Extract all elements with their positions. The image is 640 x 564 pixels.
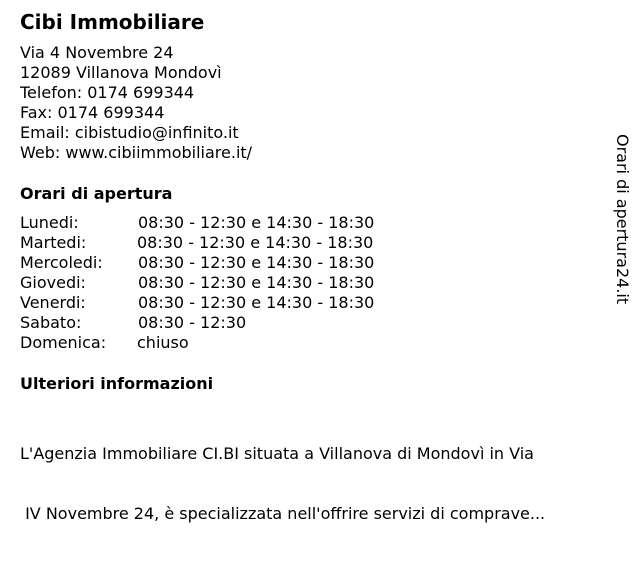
phone-text: Telefon: 0174 699344 (20, 83, 195, 102)
email-text: Email: cibistudio@infinito.it (20, 123, 239, 142)
more-info-heading: Ulteriori informazioni (20, 374, 214, 393)
day-label: Domenica: (20, 333, 107, 352)
site-brand-vertical (608, 134, 638, 314)
business-info-card (20, 0, 610, 523)
day-label: Giovedi: (20, 273, 86, 292)
opening-hours-heading: Orari di apertura (20, 184, 173, 203)
opening-time: 08:30 - 12:30 e 14:30 - 18:30 (138, 253, 375, 272)
address-city: 12089 Villanova Mondovì (20, 63, 222, 82)
opening-time: 08:30 - 12:30 e 14:30 - 18:30 (137, 233, 374, 252)
opening-time: 08:30 - 12:30 e 14:30 - 18:30 (138, 293, 375, 312)
contact-block (20, 43, 252, 163)
day-label: Lunedi: (20, 213, 79, 232)
address-street: Via 4 Novembre 24 (20, 43, 174, 62)
site-brand-text: Orari di apertura24.it (613, 134, 632, 305)
day-label: Mercoledi: (20, 253, 103, 272)
description-line-1: L'Agenzia Immobiliare CI.BI situata a Villanova di Mondovì in Via (20, 444, 534, 463)
opening-time: 08:30 - 12:30 (138, 313, 247, 332)
description-line-2: IV Novembre 24, è specializzata nell'offrire servizi di comprave... (20, 504, 546, 523)
opening-time: chiuso (137, 333, 189, 352)
day-label: Sabato: (20, 313, 82, 332)
opening-time: 08:30 - 12:30 e 14:30 - 18:30 (138, 213, 375, 232)
fax-text: Fax: 0174 699344 (20, 103, 165, 122)
day-label: Martedi: (20, 233, 87, 252)
day-label: Venerdi: (20, 293, 86, 312)
opening-time: 08:30 - 12:30 e 14:30 - 18:30 (138, 273, 375, 292)
website-text: Web: www.cibiimmobiliare.it/ (20, 143, 253, 162)
business-description (20, 404, 545, 564)
business-name: Cibi Immobiliare (20, 10, 205, 34)
